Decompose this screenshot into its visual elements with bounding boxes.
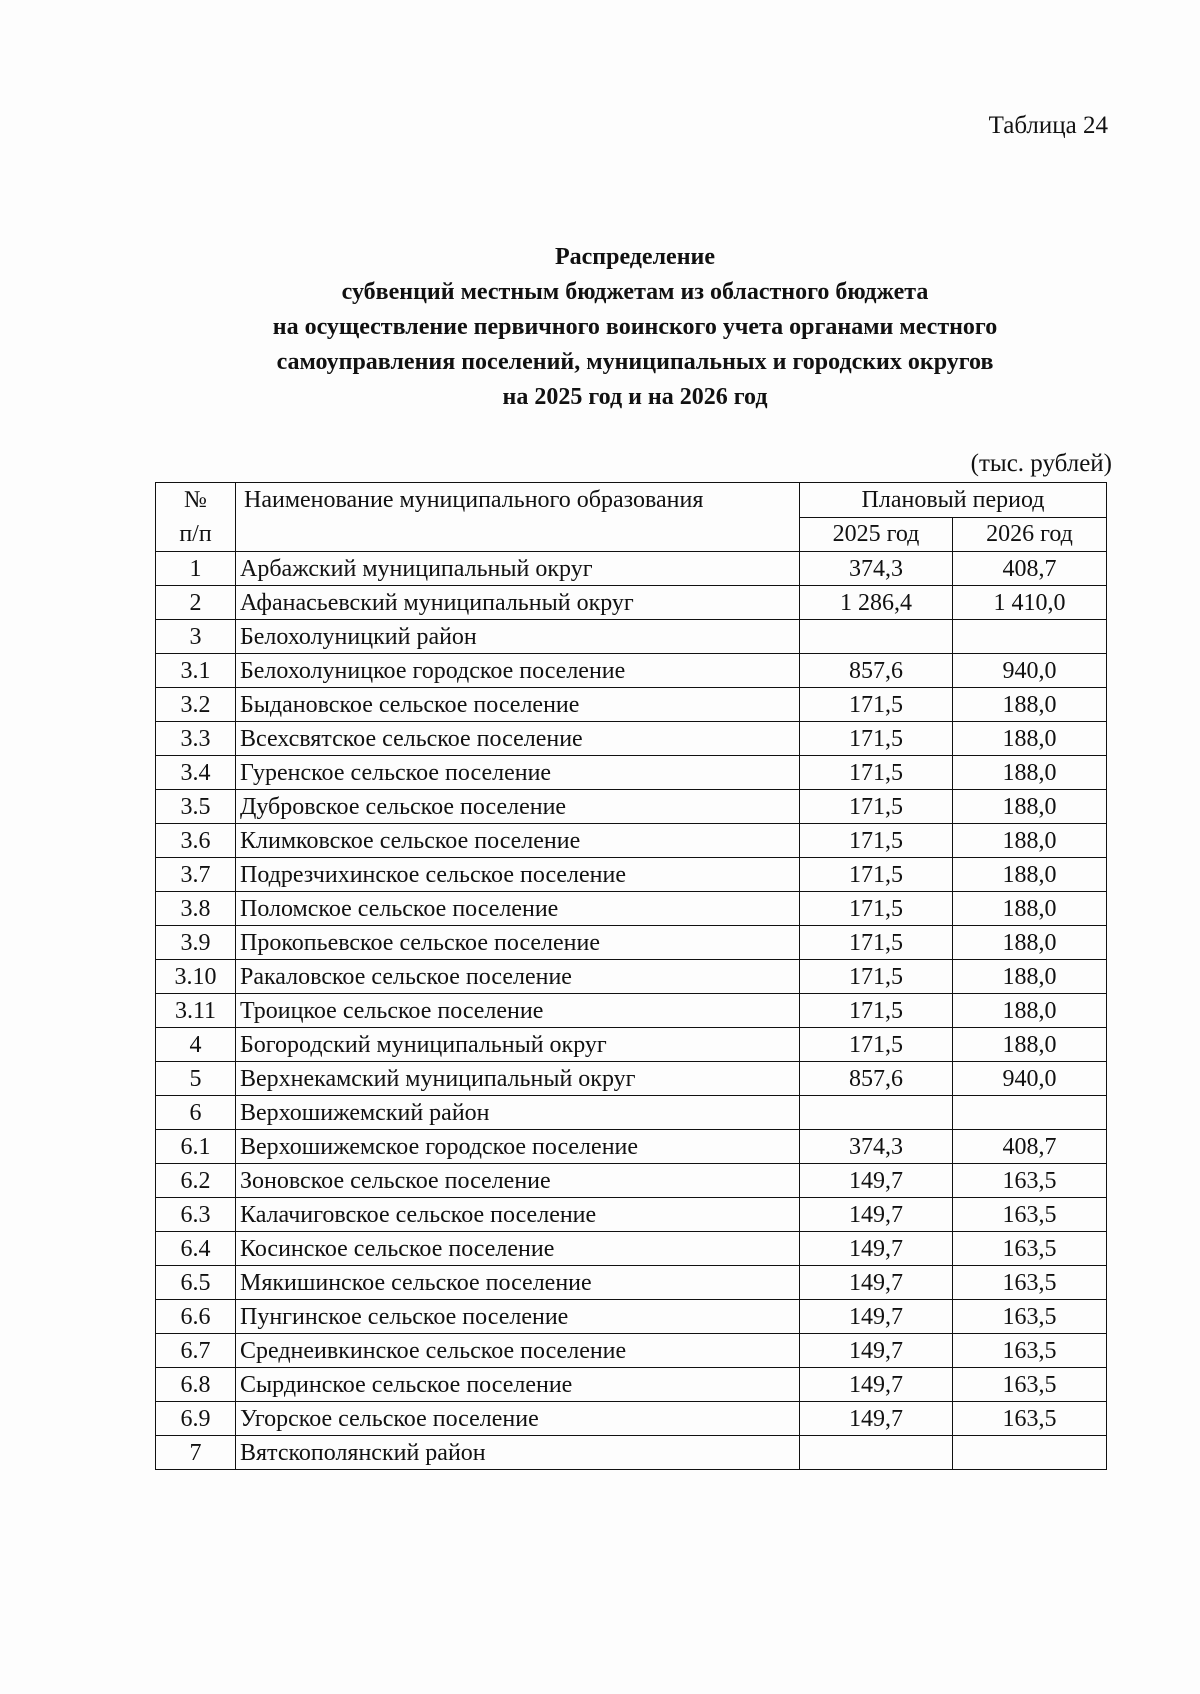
value-2025: 171,5 [800,994,953,1028]
row-number: 6.9 [156,1402,236,1436]
header-year-2026: 2026 год [953,517,1107,552]
row-number: 6.8 [156,1368,236,1402]
header-year-2025: 2025 год [800,517,953,552]
value-2026: 188,0 [953,994,1107,1028]
row-number: 3.6 [156,824,236,858]
table-row [156,688,1107,722]
row-number: 3.1 [156,654,236,688]
value-2026: 408,7 [953,552,1107,586]
table-header-row [156,483,1107,518]
value-2025: 149,7 [800,1232,953,1266]
municipality-name: Дубровское сельское поселение [236,790,800,824]
value-2025: 857,6 [800,1062,953,1096]
table-row [156,892,1107,926]
table-row [156,1402,1107,1436]
row-number: 6 [156,1096,236,1130]
row-number: 3 [156,620,236,654]
municipality-name: Калачиговское сельское поселение [236,1198,800,1232]
value-2026: 163,5 [953,1368,1107,1402]
value-2025: 171,5 [800,790,953,824]
value-2025: 149,7 [800,1164,953,1198]
value-2025: 171,5 [800,722,953,756]
row-number: 3.11 [156,994,236,1028]
municipality-name: Арбажский муниципальный округ [236,552,800,586]
title-line: субвенций местным бюджетам из областного бюджета [341,279,929,305]
municipality-name: Угорское сельское поселение [236,1402,800,1436]
value-2025: 149,7 [800,1300,953,1334]
municipality-name: Ракаловское сельское поселение [236,960,800,994]
value-2025: 149,7 [800,1266,953,1300]
value-2025: 171,5 [800,756,953,790]
value-2026: 188,0 [953,1028,1107,1062]
table-row [156,1062,1107,1096]
table-body [156,552,1107,1470]
value-2025: 374,3 [800,1130,953,1164]
table-row [156,1368,1107,1402]
row-number: 4 [156,1028,236,1062]
municipality-name: Зоновское сельское поселение [236,1164,800,1198]
table-row [156,960,1107,994]
value-2025 [800,1096,953,1130]
value-2025: 171,5 [800,824,953,858]
row-number: 3.9 [156,926,236,960]
value-2025 [800,1436,953,1470]
value-2026: 1 410,0 [953,586,1107,620]
value-2026: 188,0 [953,892,1107,926]
table-row [156,552,1107,586]
document-title [150,240,1120,415]
row-number: 6.6 [156,1300,236,1334]
title-line: самоуправления поселений, муниципальных и городских округов [276,349,994,375]
row-number: 3.8 [156,892,236,926]
row-number: 2 [156,586,236,620]
value-2026: 163,5 [953,1402,1107,1436]
value-2026 [953,1436,1107,1470]
table-row [156,1028,1107,1062]
table-row [156,1266,1107,1300]
value-2026: 163,5 [953,1334,1107,1368]
value-2026: 188,0 [953,688,1107,722]
value-2026 [953,1096,1107,1130]
header-number-line2: п/п [179,521,212,547]
title-line: на осуществление первичного воинского учета органами местного [272,314,998,340]
table-row [156,994,1107,1028]
table-row [156,790,1107,824]
row-number: 3.4 [156,756,236,790]
table-row [156,926,1107,960]
title-line: Распределение [554,244,716,270]
municipality-name: Климковское сельское поселение [236,824,800,858]
value-2026: 188,0 [953,960,1107,994]
value-2026: 188,0 [953,824,1107,858]
municipality-name: Троицкое сельское поселение [236,994,800,1028]
value-2025: 374,3 [800,552,953,586]
municipality-name: Поломское сельское поселение [236,892,800,926]
row-number: 3.3 [156,722,236,756]
table-row [156,756,1107,790]
table-row [156,1300,1107,1334]
table-row [156,858,1107,892]
municipality-name: Верхошижемский район [236,1096,800,1130]
value-2025: 857,6 [800,654,953,688]
title-line: на 2025 год и на 2026 год [502,384,768,410]
municipality-name: Верхнекамский муниципальный округ [236,1062,800,1096]
table-row [156,1164,1107,1198]
table-row [156,722,1107,756]
row-number: 7 [156,1436,236,1470]
value-2026: 163,5 [953,1300,1107,1334]
municipality-name: Мякишинское сельское поселение [236,1266,800,1300]
table-row [156,620,1107,654]
value-2026: 408,7 [953,1130,1107,1164]
municipality-name: Верхошижемское городское поселение [236,1130,800,1164]
header-number-line1: № [184,487,207,513]
municipality-name: Всехсвятское сельское поселение [236,722,800,756]
municipality-name: Афанасьевский муниципальный округ [236,586,800,620]
row-number: 6.1 [156,1130,236,1164]
value-2025: 171,5 [800,892,953,926]
municipality-name: Гуренское сельское поселение [236,756,800,790]
value-2026: 163,5 [953,1198,1107,1232]
table-row [156,1130,1107,1164]
value-2025: 149,7 [800,1402,953,1436]
row-number: 3.2 [156,688,236,722]
table-row [156,824,1107,858]
value-2025: 171,5 [800,688,953,722]
table-row [156,1334,1107,1368]
value-2026: 188,0 [953,722,1107,756]
table-number-label: Таблица 24 [988,112,1108,139]
row-number: 6.7 [156,1334,236,1368]
value-2026: 188,0 [953,858,1107,892]
value-2025: 1 286,4 [800,586,953,620]
row-number: 5 [156,1062,236,1096]
header-name: Наименование муниципального образования [236,483,800,552]
row-number: 6.2 [156,1164,236,1198]
municipality-name: Белохолуницкое городское поселение [236,654,800,688]
table-row [156,1436,1107,1470]
table-row [156,654,1107,688]
row-number: 1 [156,552,236,586]
value-2025: 171,5 [800,858,953,892]
value-2026: 163,5 [953,1266,1107,1300]
header-planned-period: Плановый период [800,483,1107,518]
value-2026 [953,620,1107,654]
municipality-name: Белохолуницкий район [236,620,800,654]
municipality-name: Косинское сельское поселение [236,1232,800,1266]
value-2025: 171,5 [800,1028,953,1062]
value-2026: 163,5 [953,1164,1107,1198]
municipality-name: Богородский муниципальный округ [236,1028,800,1062]
table-row [156,586,1107,620]
row-number: 6.4 [156,1232,236,1266]
value-2026: 188,0 [953,756,1107,790]
value-2025 [800,620,953,654]
value-2026: 940,0 [953,654,1107,688]
row-number: 3.10 [156,960,236,994]
table-row [156,1096,1107,1130]
municipality-name: Быдановское сельское поселение [236,688,800,722]
table-row [156,1232,1107,1266]
allocation-table [155,482,1107,1470]
municipality-name: Вятскополянский район [236,1436,800,1470]
value-2025: 149,7 [800,1368,953,1402]
value-2026: 940,0 [953,1062,1107,1096]
row-number: 6.5 [156,1266,236,1300]
value-2026: 188,0 [953,790,1107,824]
row-number: 3.7 [156,858,236,892]
municipality-name: Подрезчихинское сельское поселение [236,858,800,892]
municipality-name: Сырдинское сельское поселение [236,1368,800,1402]
municipality-name: Среднеивкинское сельское поселение [236,1334,800,1368]
value-2025: 149,7 [800,1334,953,1368]
row-number: 3.5 [156,790,236,824]
units-label: (тыс. рублей) [970,450,1112,477]
municipality-name: Прокопьевское сельское поселение [236,926,800,960]
value-2025: 149,7 [800,1198,953,1232]
header-number [156,483,236,552]
row-number: 6.3 [156,1198,236,1232]
value-2026: 163,5 [953,1232,1107,1266]
value-2025: 171,5 [800,960,953,994]
value-2025: 171,5 [800,926,953,960]
municipality-name: Пунгинское сельское поселение [236,1300,800,1334]
table-row [156,1198,1107,1232]
value-2026: 188,0 [953,926,1107,960]
